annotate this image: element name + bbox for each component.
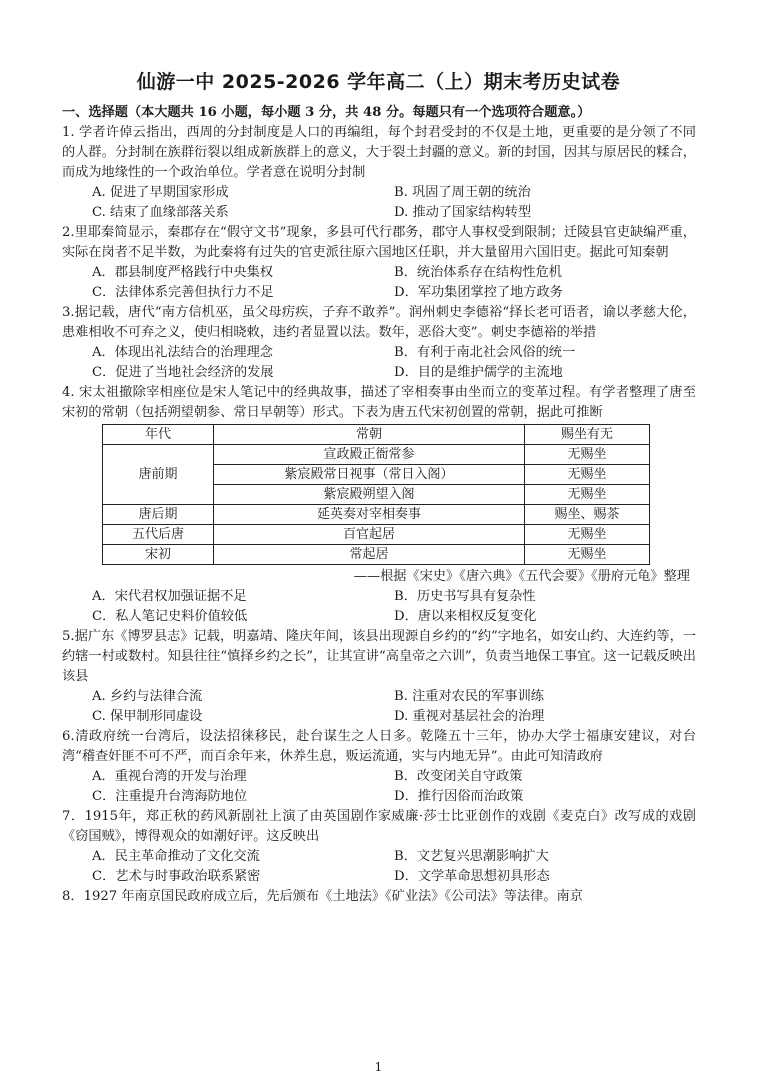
option-b[interactable]: B．统治体系存在结构性危机 — [394, 265, 562, 280]
option-a[interactable]: A．体现出礼法结合的治理理念 — [92, 345, 273, 360]
option-b[interactable]: B．历史书写具有复杂性 — [394, 589, 536, 604]
exam-title: 仙游一中 2025-2026 学年高二（上）期末考历史试卷 — [136, 71, 621, 93]
option-d[interactable]: D．唐以来相权反复变化 — [394, 609, 537, 624]
option-b[interactable]: B. 注重对农民的军事训练 — [394, 689, 544, 704]
question-stem: 4. 宋太祖撤除宰相座位是宋人笔记中的经典故事，描述了宰相奏事由坐而立的变革过程。有学者整理了唐至宋初的常朝（包括朔望朝参、常日早朝等）形式。下表为唐五代宋初创置的常朝，据此可推断 — [62, 385, 696, 420]
option-c[interactable]: C．私人笔记史料价值较低 — [92, 609, 248, 624]
option-c[interactable]: C. 保甲制形同虚设 — [92, 709, 203, 724]
option-a[interactable]: A. 促进了早期国家形成 — [92, 185, 229, 200]
option-c[interactable]: C．促进了当地社会经济的发展 — [92, 365, 274, 380]
option-d[interactable]: D．推行因俗而治政策 — [394, 789, 524, 804]
option-b[interactable]: B．有利于南北社会风俗的统一 — [394, 345, 576, 360]
question-stem: 6.清政府统一台湾后，设法招徕移民，赴台谋生之人日多。乾隆五十三年，协办大学士福康安建议，对台湾“稽查奸匪不可不严，而百余年来，休养生息，贩运流通，实与内地无异”。由此可知清政府 — [62, 729, 696, 764]
table-header: 常朝 — [214, 425, 525, 445]
table-row — [103, 545, 650, 565]
question-5 — [62, 627, 696, 727]
options — [62, 687, 696, 727]
question-7 — [62, 807, 696, 887]
option-c[interactable]: C．艺术与时事政治联系紧密 — [92, 869, 261, 884]
option-d[interactable]: D．军功集团掌控了地方政务 — [394, 285, 563, 300]
table-source: ——根据《宋史》《唐六典》《五代会要》《册府元龟》整理 — [353, 569, 690, 584]
options — [62, 183, 696, 223]
era-cell: 宋初 — [103, 545, 214, 565]
option-d[interactable]: D. 推动了国家结构转型 — [394, 205, 532, 220]
options — [62, 587, 696, 627]
court-cell: 常起居 — [214, 545, 525, 565]
exam-content — [62, 103, 696, 907]
option-d[interactable]: D．文学革命思想初具形态 — [394, 869, 550, 884]
court-cell: 紫宸殿常日视事（常日入阁） — [214, 465, 525, 485]
table-row — [103, 505, 650, 525]
option-a[interactable]: A. 乡约与法律合流 — [92, 689, 203, 704]
section-heading: 一、选择题（本大题共 16 小题，每小题 3 分，共 48 分。每题只有一个选项符合题意。） — [62, 105, 591, 120]
options — [62, 343, 696, 383]
table-row — [103, 445, 650, 465]
court-cell: 百官起居 — [214, 525, 525, 545]
option-b[interactable]: B．改变闭关自守政策 — [394, 769, 523, 784]
era-cell: 唐后期 — [103, 505, 214, 525]
seat-cell: 赐坐、赐茶 — [525, 505, 650, 525]
seat-cell: 无赐坐 — [525, 485, 650, 505]
option-b[interactable]: B．文艺复兴思潮影响扩大 — [394, 849, 549, 864]
option-a[interactable]: A．重视台湾的开发与治理 — [92, 769, 247, 784]
table-header: 赐坐有无 — [525, 425, 650, 445]
option-c[interactable]: C．法律体系完善但执行力不足 — [92, 285, 274, 300]
court-table — [102, 424, 650, 565]
era-cell: 五代后唐 — [103, 525, 214, 545]
table-header-row — [103, 425, 650, 445]
question-3 — [62, 303, 696, 383]
seat-cell: 无赐坐 — [525, 545, 650, 565]
court-cell: 延英奏对宰相奏事 — [214, 505, 525, 525]
court-cell: 宣政殿正衙常参 — [214, 445, 525, 465]
option-a[interactable]: A．宋代君权加强证据不足 — [92, 589, 247, 604]
option-c[interactable]: C．注重提升台湾海防地位 — [92, 789, 248, 804]
question-stem: 5.据广东《博罗县志》记载，明嘉靖、隆庆年间，该县出现源自乡约的“约”字地名，如安山约、大连约等，一约辖一村或数村。知县往往“慎择乡约之长”，让其宣讲“高皇帝之六训”，负责当地保工事宜。这一记载反映出该县 — [62, 629, 696, 684]
seat-cell: 无赐坐 — [525, 445, 650, 465]
question-4 — [62, 383, 696, 627]
question-2 — [62, 223, 696, 303]
seat-cell: 无赐坐 — [525, 465, 650, 485]
question-stem: 2.里耶秦简显示，秦郡存在“假守文书”现象，多县可代行郡务，郡守人事权受到限制；迁陵县官吏缺编严重，实际在岗者不足半数，为此秦将有过失的官吏派往原六国地区任职，并大量留用六国旧吏。据此可知秦朝 — [62, 225, 696, 260]
era-cell: 唐前期 — [103, 445, 214, 505]
court-cell: 紫宸殿朔望入阁 — [214, 485, 525, 505]
question-stem: 1. 学者许倬云指出，西周的分封制度是人口的再编组，每个封君受封的不仅是土地，更重要的是分领了不同的人群。分封制在族群衍裂以组成新族群上的意义，大于裂土封疆的意义。新的封国，因其与原居民的糅合，而成为地缘性的一个政治单位。学者意在说明分封制 — [62, 125, 696, 180]
question-stem: 7．1915年，郑正秋的药风新剧社上演了由英国剧作家威廉·莎士比亚创作的戏剧《麦克白》改写成的戏剧《窃国贼》，博得观众的如潮好评。这反映出 — [62, 809, 696, 844]
option-d[interactable]: D. 重视对基层社会的治理 — [394, 709, 545, 724]
option-a[interactable]: A．民主革命推动了文化交流 — [92, 849, 260, 864]
options — [62, 847, 696, 887]
options — [62, 263, 696, 303]
question-6 — [62, 727, 696, 807]
options — [62, 767, 696, 807]
seat-cell: 无赐坐 — [525, 525, 650, 545]
question-8 — [62, 887, 696, 907]
question-stem: 3.据记载，唐代“南方信机巫，虽父母疠疾，子弃不敢养”。润州刺史李德裕“择长老可语者，谕以孝慈大伦，患难相收不可弃之义，使归相晓敕，违约者显置以法。数年，恶俗大变”。刺史李德裕的举措 — [62, 305, 696, 340]
option-d[interactable]: D．目的是维护儒学的主流地 — [394, 365, 563, 380]
option-b[interactable]: B. 巩固了周王朝的统治 — [394, 185, 531, 200]
table-header: 年代 — [103, 425, 214, 445]
question-1 — [62, 123, 696, 223]
page-number: 1 — [374, 1060, 383, 1074]
table-row — [103, 525, 650, 545]
option-c[interactable]: C. 结束了血缘部落关系 — [92, 205, 229, 220]
question-stem: 8．1927 年南京国民政府成立后，先后颁布《土地法》《矿业法》《公司法》等法律。南京 — [62, 889, 583, 904]
option-a[interactable]: A．郡县制度严格践行中央集权 — [92, 265, 273, 280]
